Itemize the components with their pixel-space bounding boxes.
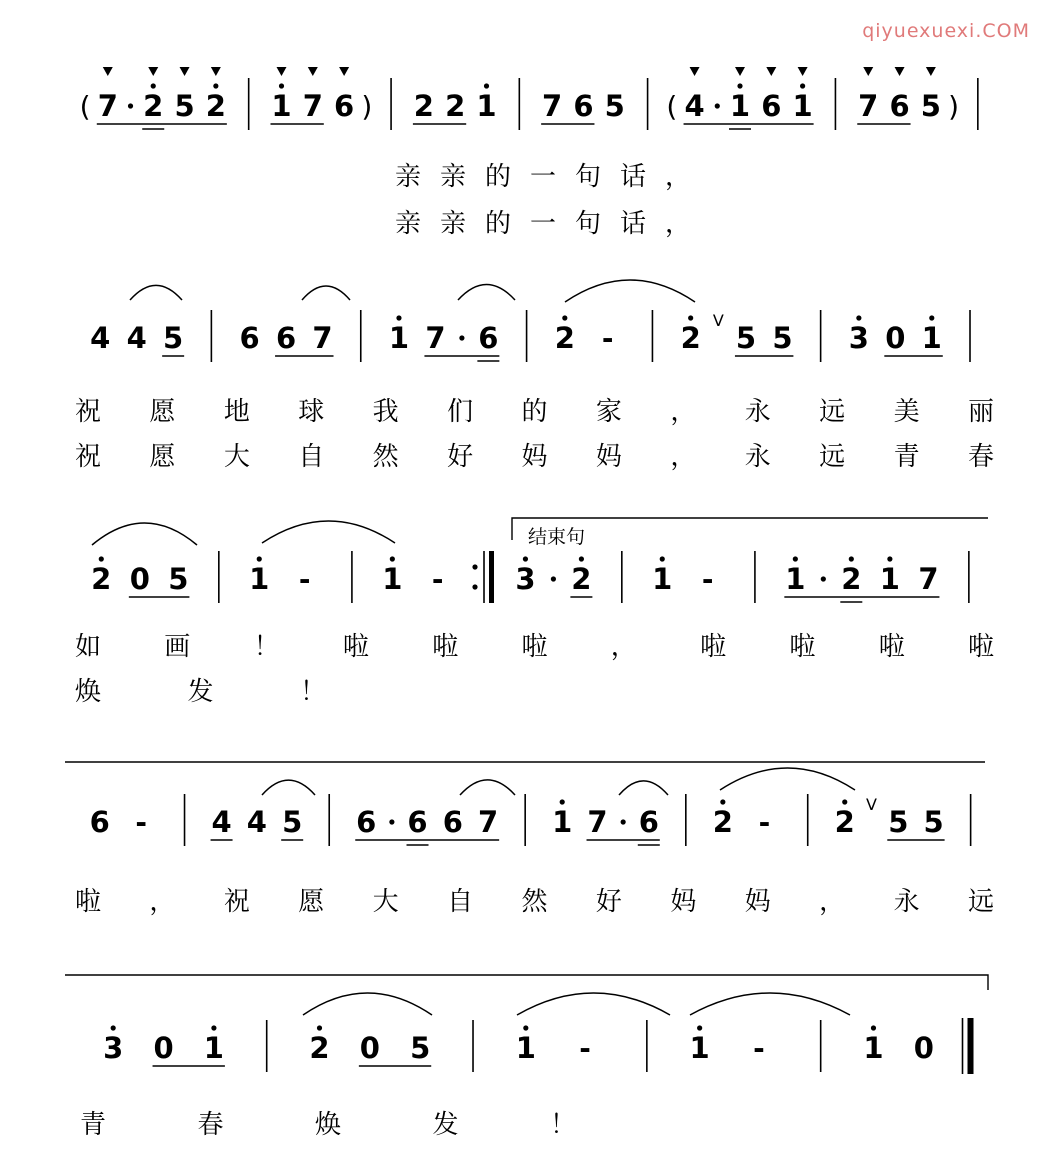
slur-arc bbox=[720, 768, 855, 790]
lyric-char: 我 bbox=[372, 397, 399, 427]
note-6: 6 bbox=[761, 89, 782, 123]
lyric-char: ！ bbox=[253, 632, 280, 662]
note-6: 6 bbox=[407, 805, 428, 839]
lyric-char: ， bbox=[819, 887, 846, 917]
lyric-char: 妈 bbox=[744, 887, 771, 917]
lyric-char: 家 bbox=[595, 397, 622, 427]
note-2: 2 bbox=[712, 805, 733, 839]
slur-arc bbox=[460, 780, 515, 795]
note-5: 5 bbox=[920, 89, 941, 123]
lyric-char: 妈 bbox=[670, 887, 697, 917]
augmentation-dot bbox=[621, 819, 626, 824]
lyric-char: 亲 bbox=[440, 162, 467, 192]
lyric-char: 啦 bbox=[700, 632, 727, 662]
high-octave-dot bbox=[560, 799, 565, 804]
note-1: 1 bbox=[388, 321, 410, 355]
note-0: 0 bbox=[913, 1031, 934, 1065]
note-1: 1 bbox=[552, 805, 573, 839]
lyric-char: 远 bbox=[819, 442, 846, 472]
lyric-char: 的 bbox=[485, 162, 512, 192]
high-octave-dot bbox=[849, 556, 854, 561]
note-4: 4 bbox=[90, 321, 111, 355]
lyric-char: 话 bbox=[620, 209, 647, 239]
accent-mark bbox=[926, 67, 936, 76]
note-5: 5 bbox=[163, 321, 184, 355]
lyric-char: 一 bbox=[530, 162, 557, 192]
lyric-char: 啦 bbox=[342, 632, 369, 662]
note-4: 4 bbox=[246, 805, 267, 839]
note-6: 6 bbox=[442, 805, 463, 839]
accent-mark bbox=[690, 67, 700, 76]
lyric-char: 亲 bbox=[440, 209, 467, 239]
note-2: 2 bbox=[834, 805, 855, 839]
augmentation-dot bbox=[459, 335, 464, 340]
watermark-text: qiyuexuexi.COM bbox=[862, 20, 1030, 42]
hold-dash: - bbox=[701, 563, 714, 596]
slur-arc bbox=[619, 781, 668, 795]
lyric-char: 的 bbox=[485, 209, 512, 239]
accent-mark bbox=[148, 67, 158, 76]
slur-arc bbox=[565, 280, 695, 302]
lyric-char: 大 bbox=[223, 442, 250, 472]
note-1: 1 bbox=[382, 562, 403, 596]
slur-arc bbox=[517, 993, 670, 1015]
accent-mark bbox=[308, 67, 318, 76]
lyric-char: 啦 bbox=[432, 632, 459, 662]
breath-mark: V bbox=[712, 311, 724, 330]
augmentation-dot bbox=[551, 576, 556, 581]
lyric-char: 啦 bbox=[789, 632, 816, 662]
lyric-char: ， bbox=[149, 887, 176, 917]
note-5: 5 bbox=[174, 89, 195, 123]
note-2: 2 bbox=[205, 89, 226, 123]
lyric-char: 地 bbox=[223, 397, 250, 427]
high-octave-dot bbox=[793, 556, 798, 561]
note-7: 7 bbox=[542, 89, 563, 123]
lyric-char: 永 bbox=[744, 442, 771, 472]
note-1: 1 bbox=[249, 562, 270, 596]
note-5: 5 bbox=[888, 805, 909, 839]
note-6: 6 bbox=[573, 89, 594, 123]
lyric-char: 妈 bbox=[521, 442, 548, 472]
note-5: 5 bbox=[410, 1031, 431, 1065]
lyric-char: 球 bbox=[298, 397, 325, 427]
slur-arc bbox=[303, 993, 432, 1015]
high-octave-dot bbox=[929, 315, 934, 320]
note-1: 1 bbox=[729, 89, 751, 123]
note-5: 5 bbox=[923, 805, 944, 839]
note-5: 5 bbox=[282, 805, 303, 839]
lyric-char: 好 bbox=[447, 442, 474, 472]
lyric-char: 愿 bbox=[149, 442, 176, 472]
note-6: 6 bbox=[334, 89, 355, 123]
high-octave-dot bbox=[211, 1025, 216, 1030]
note-0: 0 bbox=[129, 562, 150, 596]
lyric-char: 啦 bbox=[968, 632, 995, 662]
high-octave-dot bbox=[317, 1025, 322, 1030]
repeat-dot bbox=[472, 564, 477, 569]
high-octave-dot bbox=[887, 556, 892, 561]
hold-dash: - bbox=[431, 563, 444, 596]
lyric-char: 啦 bbox=[878, 632, 905, 662]
accent-mark bbox=[339, 67, 349, 76]
note-7: 7 bbox=[97, 89, 118, 123]
note-7: 7 bbox=[478, 805, 499, 839]
slur-arc bbox=[262, 521, 395, 543]
high-octave-dot bbox=[484, 83, 489, 88]
lyric-char: 青 bbox=[80, 1110, 107, 1140]
lyric-char: 远 bbox=[968, 887, 995, 917]
note-7: 7 bbox=[858, 89, 879, 123]
repeat-dot bbox=[472, 584, 477, 589]
high-octave-dot bbox=[688, 315, 693, 320]
breath-mark: V bbox=[866, 795, 877, 814]
note-5: 5 bbox=[604, 89, 625, 123]
note-1: 1 bbox=[689, 1031, 710, 1065]
hold-dash: - bbox=[579, 1032, 591, 1065]
hold-dash: - bbox=[601, 322, 614, 355]
accent-mark bbox=[103, 67, 113, 76]
note-2: 2 bbox=[413, 89, 434, 123]
lyric-char: 愿 bbox=[149, 397, 176, 427]
lyric-char: 然 bbox=[521, 887, 548, 917]
note-2: 2 bbox=[445, 89, 466, 123]
note-1: 1 bbox=[652, 562, 673, 596]
lyric-char: ！ bbox=[300, 677, 327, 707]
lyric-char: 焕 bbox=[75, 677, 102, 707]
parenthesis: ) bbox=[948, 90, 960, 123]
high-octave-dot bbox=[660, 556, 665, 561]
note-5: 5 bbox=[735, 321, 757, 355]
high-octave-dot bbox=[856, 315, 861, 320]
note-2: 2 bbox=[680, 321, 701, 355]
lyric-char: 亲 bbox=[395, 162, 422, 192]
accent-mark bbox=[863, 67, 873, 76]
slur-arc bbox=[302, 286, 350, 300]
note-3: 3 bbox=[103, 1031, 124, 1065]
high-octave-dot bbox=[523, 556, 528, 561]
augmentation-dot bbox=[389, 819, 394, 824]
note-2: 2 bbox=[91, 562, 112, 596]
lyric-char: 春 bbox=[968, 442, 995, 472]
slur-arc bbox=[458, 285, 515, 301]
note-5: 5 bbox=[168, 562, 189, 596]
lyric-char: 一 bbox=[530, 209, 557, 239]
section-rule bbox=[65, 975, 988, 990]
high-octave-dot bbox=[396, 315, 401, 320]
accent-mark bbox=[276, 67, 286, 76]
lyric-char: 如 bbox=[75, 632, 102, 662]
lyric-char: 句 bbox=[575, 162, 602, 192]
note-7: 7 bbox=[587, 805, 608, 839]
note-3: 3 bbox=[515, 562, 536, 596]
lyric-char: ， bbox=[610, 632, 637, 662]
note-6: 6 bbox=[478, 321, 499, 355]
lyric-char: ， bbox=[665, 162, 692, 192]
note-6: 6 bbox=[638, 805, 659, 839]
lyric-char: 祝 bbox=[223, 887, 250, 917]
lyric-char: 远 bbox=[819, 397, 846, 427]
high-octave-dot bbox=[871, 1025, 876, 1030]
note-2: 2 bbox=[571, 562, 592, 596]
lyric-char: 自 bbox=[298, 442, 325, 472]
lyric-char: ， bbox=[670, 442, 697, 472]
high-octave-dot bbox=[213, 83, 218, 88]
parenthesis: ) bbox=[361, 90, 373, 123]
note-1: 1 bbox=[792, 89, 813, 123]
note-4: 4 bbox=[684, 89, 705, 123]
lyric-char: 大 bbox=[372, 887, 399, 917]
lyric-char: 青 bbox=[893, 442, 920, 472]
augmentation-dot bbox=[128, 103, 133, 108]
accent-mark bbox=[211, 67, 221, 76]
note-0: 0 bbox=[359, 1031, 380, 1065]
lyric-char: 好 bbox=[595, 887, 622, 917]
slur-arc bbox=[130, 285, 182, 300]
lyric-char: ， bbox=[665, 209, 692, 239]
lyric-char: 啦 bbox=[75, 887, 102, 917]
lyric-char: 句 bbox=[575, 209, 602, 239]
section-label: 结束句 bbox=[528, 526, 586, 548]
note-7: 7 bbox=[302, 89, 323, 123]
lyric-char: 祝 bbox=[75, 397, 102, 427]
accent-mark bbox=[895, 67, 905, 76]
note-1: 1 bbox=[203, 1031, 224, 1065]
high-octave-dot bbox=[257, 556, 262, 561]
high-octave-dot bbox=[697, 1025, 702, 1030]
lyric-char: 祝 bbox=[75, 442, 102, 472]
note-6: 6 bbox=[239, 321, 260, 355]
high-octave-dot bbox=[111, 1025, 116, 1030]
lyric-char: 美 bbox=[893, 397, 920, 427]
note-5: 5 bbox=[772, 321, 793, 355]
note-1: 1 bbox=[863, 1031, 884, 1065]
lyric-char: 永 bbox=[893, 887, 920, 917]
note-7: 7 bbox=[312, 321, 333, 355]
note-2: 2 bbox=[841, 562, 862, 596]
lyric-char: 永 bbox=[744, 397, 771, 427]
note-4: 4 bbox=[126, 321, 147, 355]
lyric-char: 丽 bbox=[968, 397, 995, 427]
accent-mark bbox=[735, 67, 745, 76]
high-octave-dot bbox=[842, 799, 847, 804]
lyric-char: ， bbox=[670, 397, 697, 427]
hold-dash: - bbox=[758, 806, 771, 839]
lyric-char: 然 bbox=[372, 442, 399, 472]
note-0: 0 bbox=[885, 321, 906, 355]
note-7: 7 bbox=[425, 321, 446, 355]
note-1: 1 bbox=[921, 321, 942, 355]
note-1: 1 bbox=[785, 562, 806, 596]
note-6: 6 bbox=[89, 805, 110, 839]
slur-arc bbox=[92, 523, 197, 545]
note-2: 2 bbox=[309, 1031, 330, 1065]
note-1: 1 bbox=[515, 1031, 536, 1065]
high-octave-dot bbox=[562, 315, 567, 320]
note-1: 1 bbox=[476, 89, 497, 123]
lyric-char: 自 bbox=[447, 887, 474, 917]
lyric-char: 话 bbox=[620, 162, 647, 192]
note-7: 7 bbox=[918, 562, 939, 596]
high-octave-dot bbox=[523, 1025, 528, 1030]
augmentation-dot bbox=[715, 103, 720, 108]
parenthesis: ( bbox=[79, 90, 91, 123]
final-thick-line bbox=[968, 1018, 974, 1074]
hold-dash: - bbox=[135, 806, 148, 839]
lyric-char: 发 bbox=[432, 1110, 459, 1140]
lyric-char: 春 bbox=[197, 1110, 224, 1140]
lyric-char: 的 bbox=[521, 397, 548, 427]
lyric-char: 亲 bbox=[395, 209, 422, 239]
lyric-char: 焕 bbox=[315, 1110, 342, 1140]
repeat-thick-line bbox=[489, 551, 494, 603]
note-6: 6 bbox=[889, 89, 910, 123]
high-octave-dot bbox=[390, 556, 395, 561]
high-octave-dot bbox=[737, 83, 742, 88]
note-2: 2 bbox=[143, 89, 164, 123]
note-1: 1 bbox=[879, 562, 900, 596]
note-0: 0 bbox=[153, 1031, 174, 1065]
note-4: 4 bbox=[211, 805, 232, 839]
lyric-char: 们 bbox=[447, 397, 474, 427]
note-6: 6 bbox=[356, 805, 377, 839]
lyric-char: 发 bbox=[187, 677, 214, 707]
high-octave-dot bbox=[800, 83, 805, 88]
slur-arc bbox=[262, 780, 315, 795]
accent-mark bbox=[798, 67, 808, 76]
high-octave-dot bbox=[720, 799, 725, 804]
lyric-char: ！ bbox=[550, 1110, 577, 1140]
note-3: 3 bbox=[848, 321, 869, 355]
lyric-char: 愿 bbox=[298, 887, 325, 917]
lyric-char: 啦 bbox=[521, 632, 548, 662]
note-1: 1 bbox=[271, 89, 292, 123]
parenthesis: ( bbox=[666, 90, 678, 123]
lyric-char: 画 bbox=[164, 632, 191, 662]
accent-mark bbox=[180, 67, 190, 76]
note-2: 2 bbox=[554, 321, 575, 355]
high-octave-dot bbox=[151, 83, 156, 88]
accent-mark bbox=[766, 67, 776, 76]
slur-arc bbox=[690, 993, 850, 1015]
hold-dash: - bbox=[753, 1032, 765, 1065]
lyric-char: 妈 bbox=[595, 442, 622, 472]
high-octave-dot bbox=[279, 83, 284, 88]
augmentation-dot bbox=[821, 576, 826, 581]
note-6: 6 bbox=[275, 321, 297, 355]
high-octave-dot bbox=[579, 556, 584, 561]
high-octave-dot bbox=[99, 556, 104, 561]
hold-dash: - bbox=[298, 563, 311, 596]
